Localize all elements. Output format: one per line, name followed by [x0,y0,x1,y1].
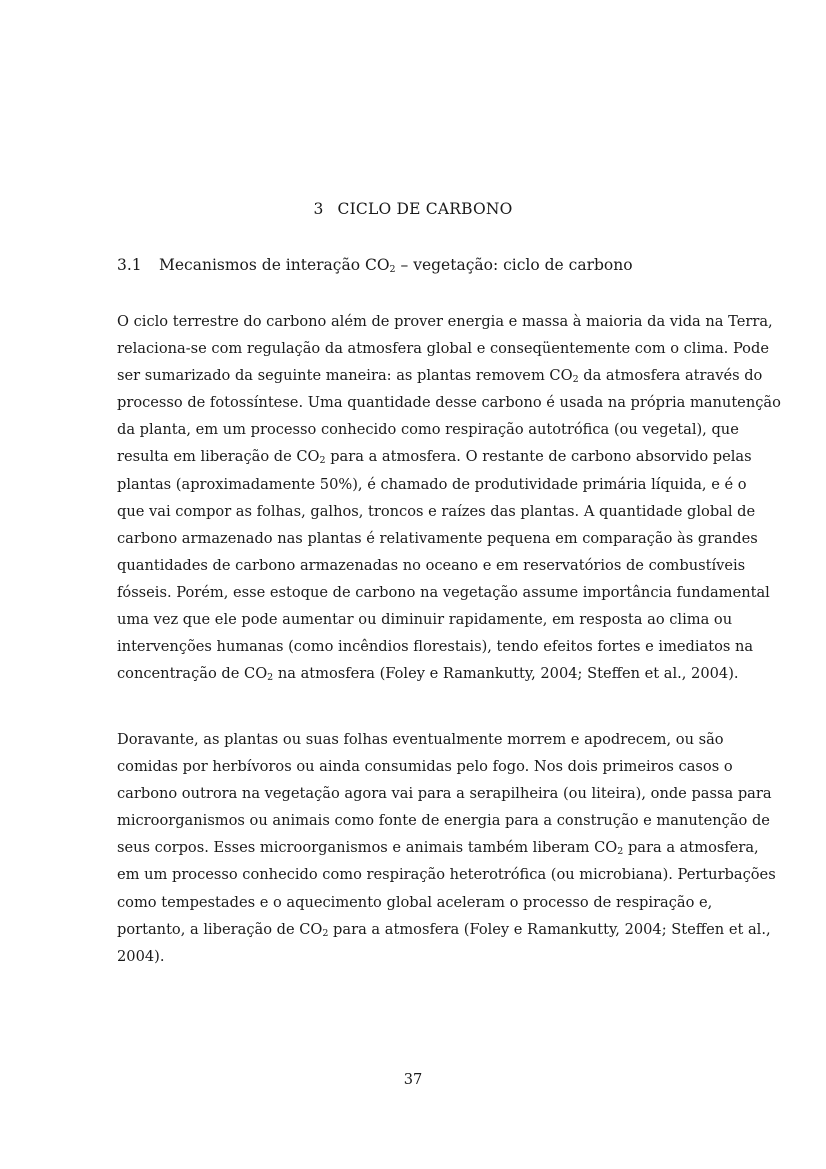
section-title-text: – vegetação: ciclo de carbono [395,256,633,274]
text-line: intervenções humanas (como incêndios florestais), tendo efeitos fortes e imediatos na [117,638,754,656]
text-segment: da atmosfera através do [578,367,763,385]
subscript: 2 [617,846,624,858]
chapter-heading [0,200,826,218]
text-line: processo de fotossíntese. Uma quantidade desse carbono é usada na própria manutenção [117,394,781,412]
text-segment: portanto, a liberação de CO [117,920,323,938]
text-line: da planta, em um processo conhecido como respiração autotrófica (ou vegetal), que [117,421,739,439]
text-segment: para a atmosfera. O restante de carbono absorvido pelas [325,448,752,466]
text-line [117,834,759,861]
chapter-title: CICLO DE CARBONO [337,200,513,218]
text-segment: ser sumarizado da seguinte maneira: as plantas removem CO [117,367,573,385]
text-segment: resulta em liberação de CO [117,448,320,466]
section-title-text: Mecanismos de interação CO [159,256,390,274]
text-line [117,660,739,687]
text-line: comidas por herbívoros ou ainda consumidas pelo fogo. Nos dois primeiros casos o [117,758,733,776]
text-segment: na atmosfera (Foley e Ramankutty, 2004; Steffen et al., 2004). [273,665,739,683]
text-line: microorganismos ou animais como fonte de energia para a construção e manutenção de [117,812,770,830]
page-number: 37 [403,1071,423,1088]
text-line: Doravante, as plantas ou suas folhas eventualmente morrem e apodrecem, ou são [117,731,724,748]
subscript: 2 [267,672,274,684]
paragraph [117,308,781,687]
text-line [117,362,763,389]
subscript: 2 [319,455,326,467]
text-segment: para a atmosfera, [623,839,759,857]
text-segment: seus corpos. Esses microorganismos e animais também liberam CO [117,839,618,857]
subscript: 2 [322,927,329,939]
text-line [117,916,771,943]
text-line: que vai compor as folhas, galhos, troncos e raízes das plantas. A quantidade global de [117,502,756,520]
text-line: carbono armazenado nas plantas é relativamente pequena em comparação às grandes [117,529,758,547]
text-line: carbono outrora na vegetação agora vai para a serapilheira (ou liteira), onde passa para [117,785,772,803]
text-line: relaciona-se com regulação da atmosfera global e conseqüentemente com o clima. Pode [117,340,769,358]
section-number: 3.1 [117,256,142,274]
text-line [117,443,752,470]
text-line: O ciclo terrestre do carbono além de prover energia e massa à maioria da vida na Terra, [117,313,773,330]
chapter-number: 3 [313,200,324,218]
text-line: quantidades de carbono armazenadas no oceano e em reservatórios de combustíveis [117,556,746,574]
subscript: 2 [389,264,396,275]
text-line: em um processo conhecido como respiração heterotrófica (ou microbiana). Perturbações [117,866,776,884]
text-line: uma vez que ele pode aumentar ou diminuir rapidamente, em resposta ao clima ou [117,611,733,629]
text-segment: para a atmosfera (Foley e Ramankutty, 2004; Steffen et al., [328,920,771,938]
section-heading [117,256,717,274]
paragraph [117,726,776,970]
text-line: como tempestades e o aquecimento global aceleram o processo de respiração e, [117,893,713,911]
subscript: 2 [572,374,579,386]
text-line: 2004). [117,947,165,965]
text-line: plantas (aproximadamente 50%), é chamado de produtividade primária líquida, e é o [117,475,747,493]
text-segment: concentração de CO [117,665,268,683]
text-line: fósseis. Porém, esse estoque de carbono na vegetação assume importância fundamental [117,583,770,601]
